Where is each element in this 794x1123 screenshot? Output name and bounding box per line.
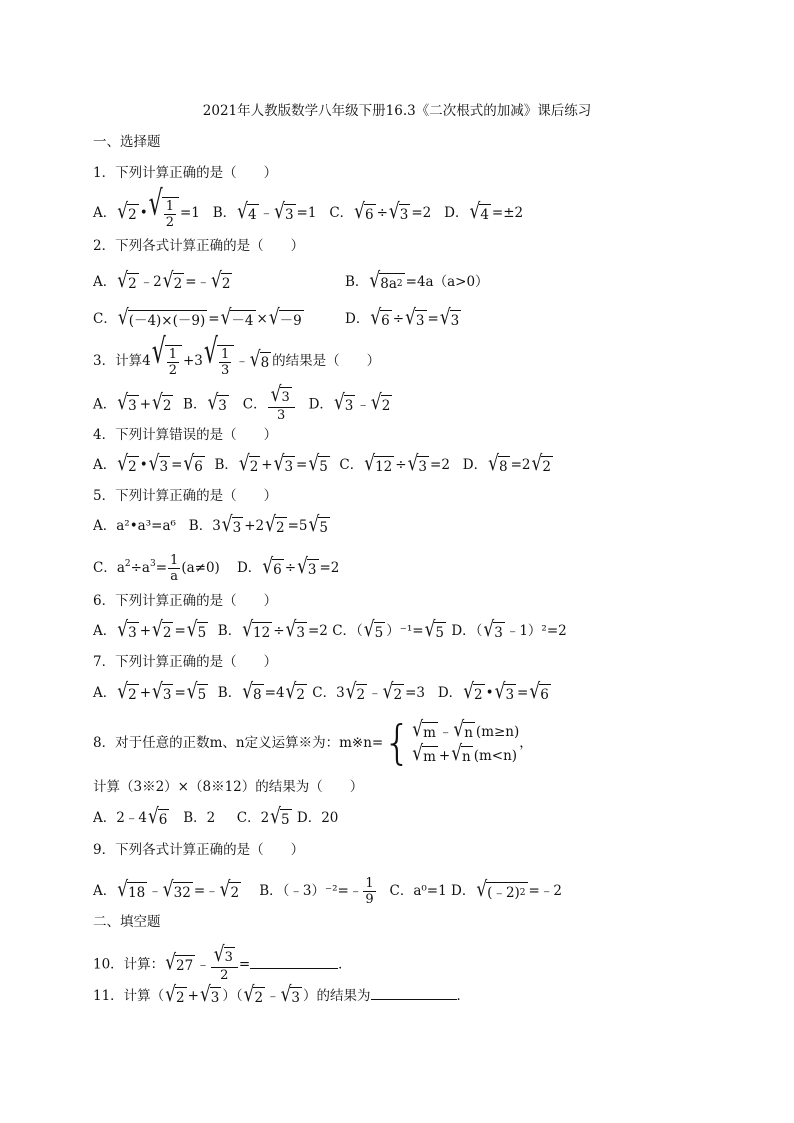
question-3-options: A． √ 3 + √ 2 B． √ 3 C． √ 3 3 D． √ 3 ﹣ √ 2 <box>93 382 391 423</box>
page-title: 2021年人教版数学八年级下册16.3《二次根式的加减》课后练习 <box>202 103 592 119</box>
question-2-option-a: A． √ 2 ﹣2 √ 2 =﹣ √ 2 <box>93 267 231 293</box>
question-11: 11．计算（ √ 2 + √ 3 ）（ √ 2 ﹣ √ 3 ）的结果为 ． <box>93 981 470 1007</box>
question-6-stem: 6．下列计算正确的是（ ） <box>93 593 278 609</box>
question-8-calc: 计算（3※2）×（8※12）的结果为（ ） <box>93 779 364 795</box>
question-9-options: A． √ 18 ﹣ √ 32 =﹣ √ 2 B．（﹣3）⁻²=﹣ $\frac{1}{9}$ C．a⁰=1 D． √ (﹣2) 2 =﹣2 <box>93 876 562 907</box>
question-1-options: A． √ 2 • √ 1 2 =1 B． √ 4 ﹣ √ 3 =1 C． √ 6 ÷ √ 3 =2 D． √ 4 =±2 <box>93 184 524 230</box>
question-5-options-cd: C．$a^2\div a^3=$ $\frac{1}{a}$ (a≠0) D． √ 6 ÷ √ 3 =2 <box>93 553 340 584</box>
question-10: 10．计算： √ 27 ﹣ √ 3 2 = ． <box>93 942 352 983</box>
question-2-option-b: B． √ 8a 2 =4a（a>0） <box>345 267 489 293</box>
section-heading-fill: 二、填空题 <box>93 914 161 930</box>
question-7-options: A． √ 2 + √ 3 = √ 5 B． √ 8 =4 √ 2 C．3 √ 2 ﹣ √ 2 =3 D． √ 2 • √ 3 = √ 6 <box>93 678 549 704</box>
answer-blank-11[interactable] <box>371 985 457 1000</box>
section-heading-choice: 一、选择题 <box>93 134 161 150</box>
question-8-stem: 8．对于任意的正数m、n定义运算※为：m※n= { √ m ﹣ √ n (m≥n) √ m + √ n (m<n) ， <box>93 716 533 770</box>
question-2-option-d: D． √ 6 ÷ √ 3 = √ 3 <box>345 304 460 330</box>
question-4-stem: 4．下列计算错误的是（ ） <box>93 427 278 443</box>
question-8-options: A．2﹣4 √ 6 B．2 C．2 √ 5 D．20 <box>93 803 339 829</box>
question-2-option-c: C． √ (－4)×(－9) = √ －4 × √ －9 <box>93 304 302 330</box>
question-4-options: A． √ 2 • √ 3 = √ 6 B． √ 2 + √ 3 = √ 5 C． √ 12 ÷ √ 3 =2 D． √ 8 =2 √ 2 <box>93 450 551 476</box>
question-1-stem: 1．下列计算正确的是（ ） <box>93 165 278 181</box>
question-9-stem: 9．下列各式计算正确的是（ ） <box>93 842 305 858</box>
question-7-stem: 7．下列计算正确的是（ ） <box>93 654 278 670</box>
question-5-stem: 5．下列计算正确的是（ ） <box>93 488 278 504</box>
question-5-options-ab: A．a²•a³=a⁶ B．3 √ 3 +2 √ 2 =5 √ 5 <box>93 511 328 537</box>
question-2-stem: 2．下列各式计算正确的是（ ） <box>93 238 305 254</box>
answer-blank-10[interactable] <box>250 954 338 969</box>
question-3-stem: 3．计算4 √ 1 2 +3 √ 1 3 ﹣ √ 8 的结果是（ ） <box>93 332 381 378</box>
question-6-options: A． √ 3 + √ 2 = √ 5 B． √ 12 ÷ √ 3 =2 C．（ √ 5 ）⁻¹= √ 5 D．（ √ 3 ﹣1）²=2 <box>93 616 567 642</box>
